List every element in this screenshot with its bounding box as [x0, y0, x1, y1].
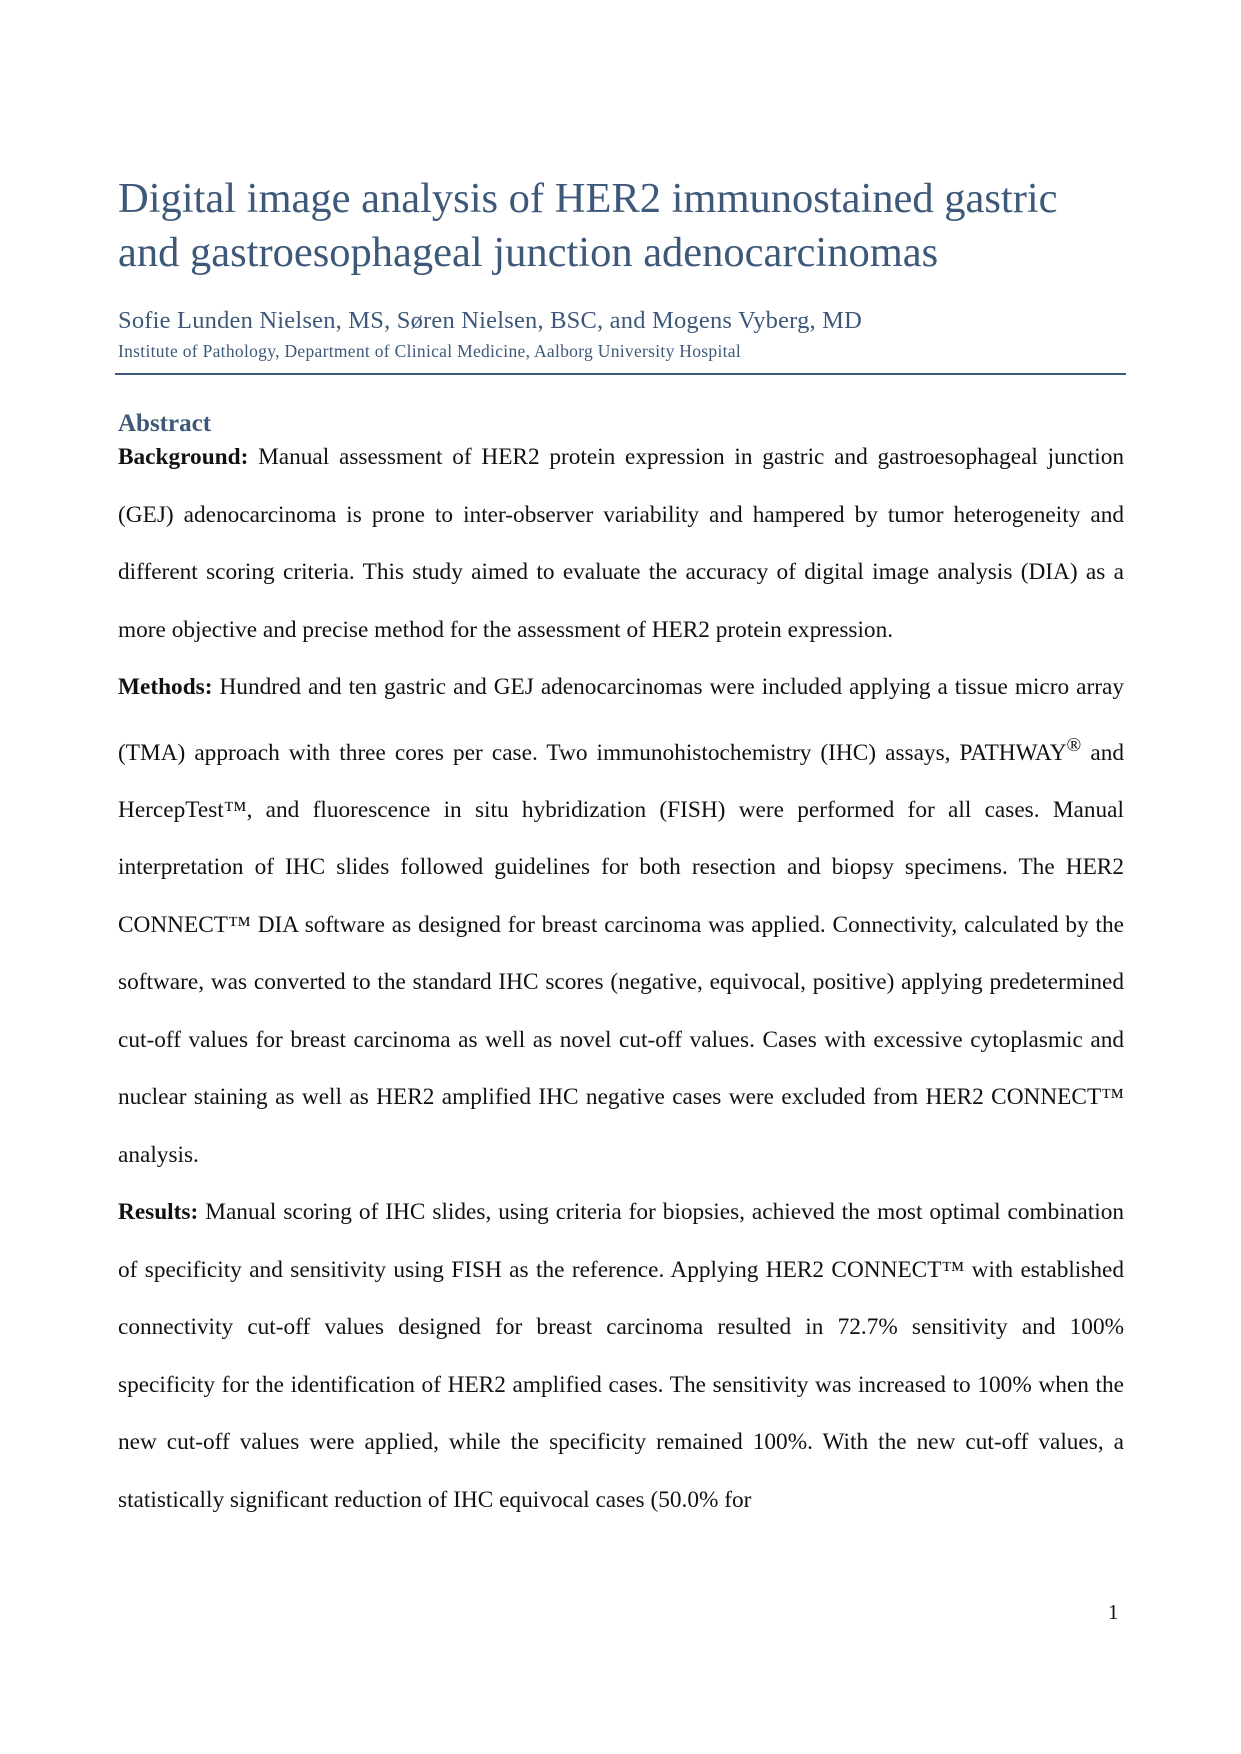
results-label: Results: [118, 1199, 199, 1226]
title-divider [115, 373, 1126, 375]
methods-text-part-1: Hundred and ten gastric and GEJ adenocarcinomas were included applying a tissue micro array (TMA) approach with three cores per case. Two immunohistochemistry (IHC) assays, PATHWAY [118, 674, 1124, 766]
title-line-1: Digital image analysis of HER2 immunostained gastric [118, 175, 1058, 222]
abstract-heading: Abstract [118, 410, 212, 437]
results-paragraph [118, 1184, 1124, 1529]
abstract-body [118, 429, 1124, 1529]
page-number: 1 [1108, 1600, 1119, 1624]
affiliation: Institute of Pathology, Department of Clinical Medicine, Aalborg University Hospital [118, 341, 742, 361]
methods-label: Methods: [118, 674, 213, 700]
title-line-2: and gastroesophageal junction adenocarcinomas [118, 229, 939, 276]
methods-text-part-2: and HercepTest™, and fluorescence in situ hybridization (FISH) were performed for all cases. Manual interpretation of IHC slides followed guidelines for both resection and biopsy specimens. The HER2 CONNECT™ DIA software as designed for breast carcinoma was applied. Connectivity, calculated by the software, was converted to the standard IHC scores (negative, equivocal, positive) applying predetermined cut-off values for breast carcinoma as well as novel cut-off values. Cases with excessive cytoplasmic and nuclear staining as well as HER2 amplified IHC negative cases were excluded from HER2 CONNECT™ analysis. [118, 739, 1124, 1168]
results-text: Manual scoring of IHC slides, using criteria for biopsies, achieved the most optimal combination of specificity and sensitivity using FISH as the reference. Applying HER2 CONNECT™ with established connectivity cut-off values designed for breast carcinoma resulted in 72.7% sensitivity and 100% specificity for the identification of HER2 amplified cases. The sensitivity was increased to 100% when the new cut-off values were applied, while the specificity remained 100%. With the new cut-off values, a statistically significant reduction of IHC equivocal cases (50.0% for [118, 1199, 1125, 1513]
registered-mark: ® [1066, 734, 1082, 756]
background-text: Manual assessment of HER2 protein expression in gastric and gastroesophageal junction (GEJ) adenocarcinoma is prone to inter-observer variability and hampered by tumor heterogeneity and different scoring criteria. This study aimed to evaluate the accuracy of digital image analysis (DIA) as a more objective and precise method for the assessment of HER2 protein expression. [118, 444, 1124, 643]
author-list: Sofie Lunden Nielsen, MS, Søren Nielsen, BSC, and Mogens Vyberg, MD [118, 307, 863, 334]
paper-title [118, 172, 1118, 280]
background-paragraph [118, 429, 1124, 659]
background-label: Background: [118, 444, 249, 470]
methods-paragraph [118, 659, 1124, 1184]
